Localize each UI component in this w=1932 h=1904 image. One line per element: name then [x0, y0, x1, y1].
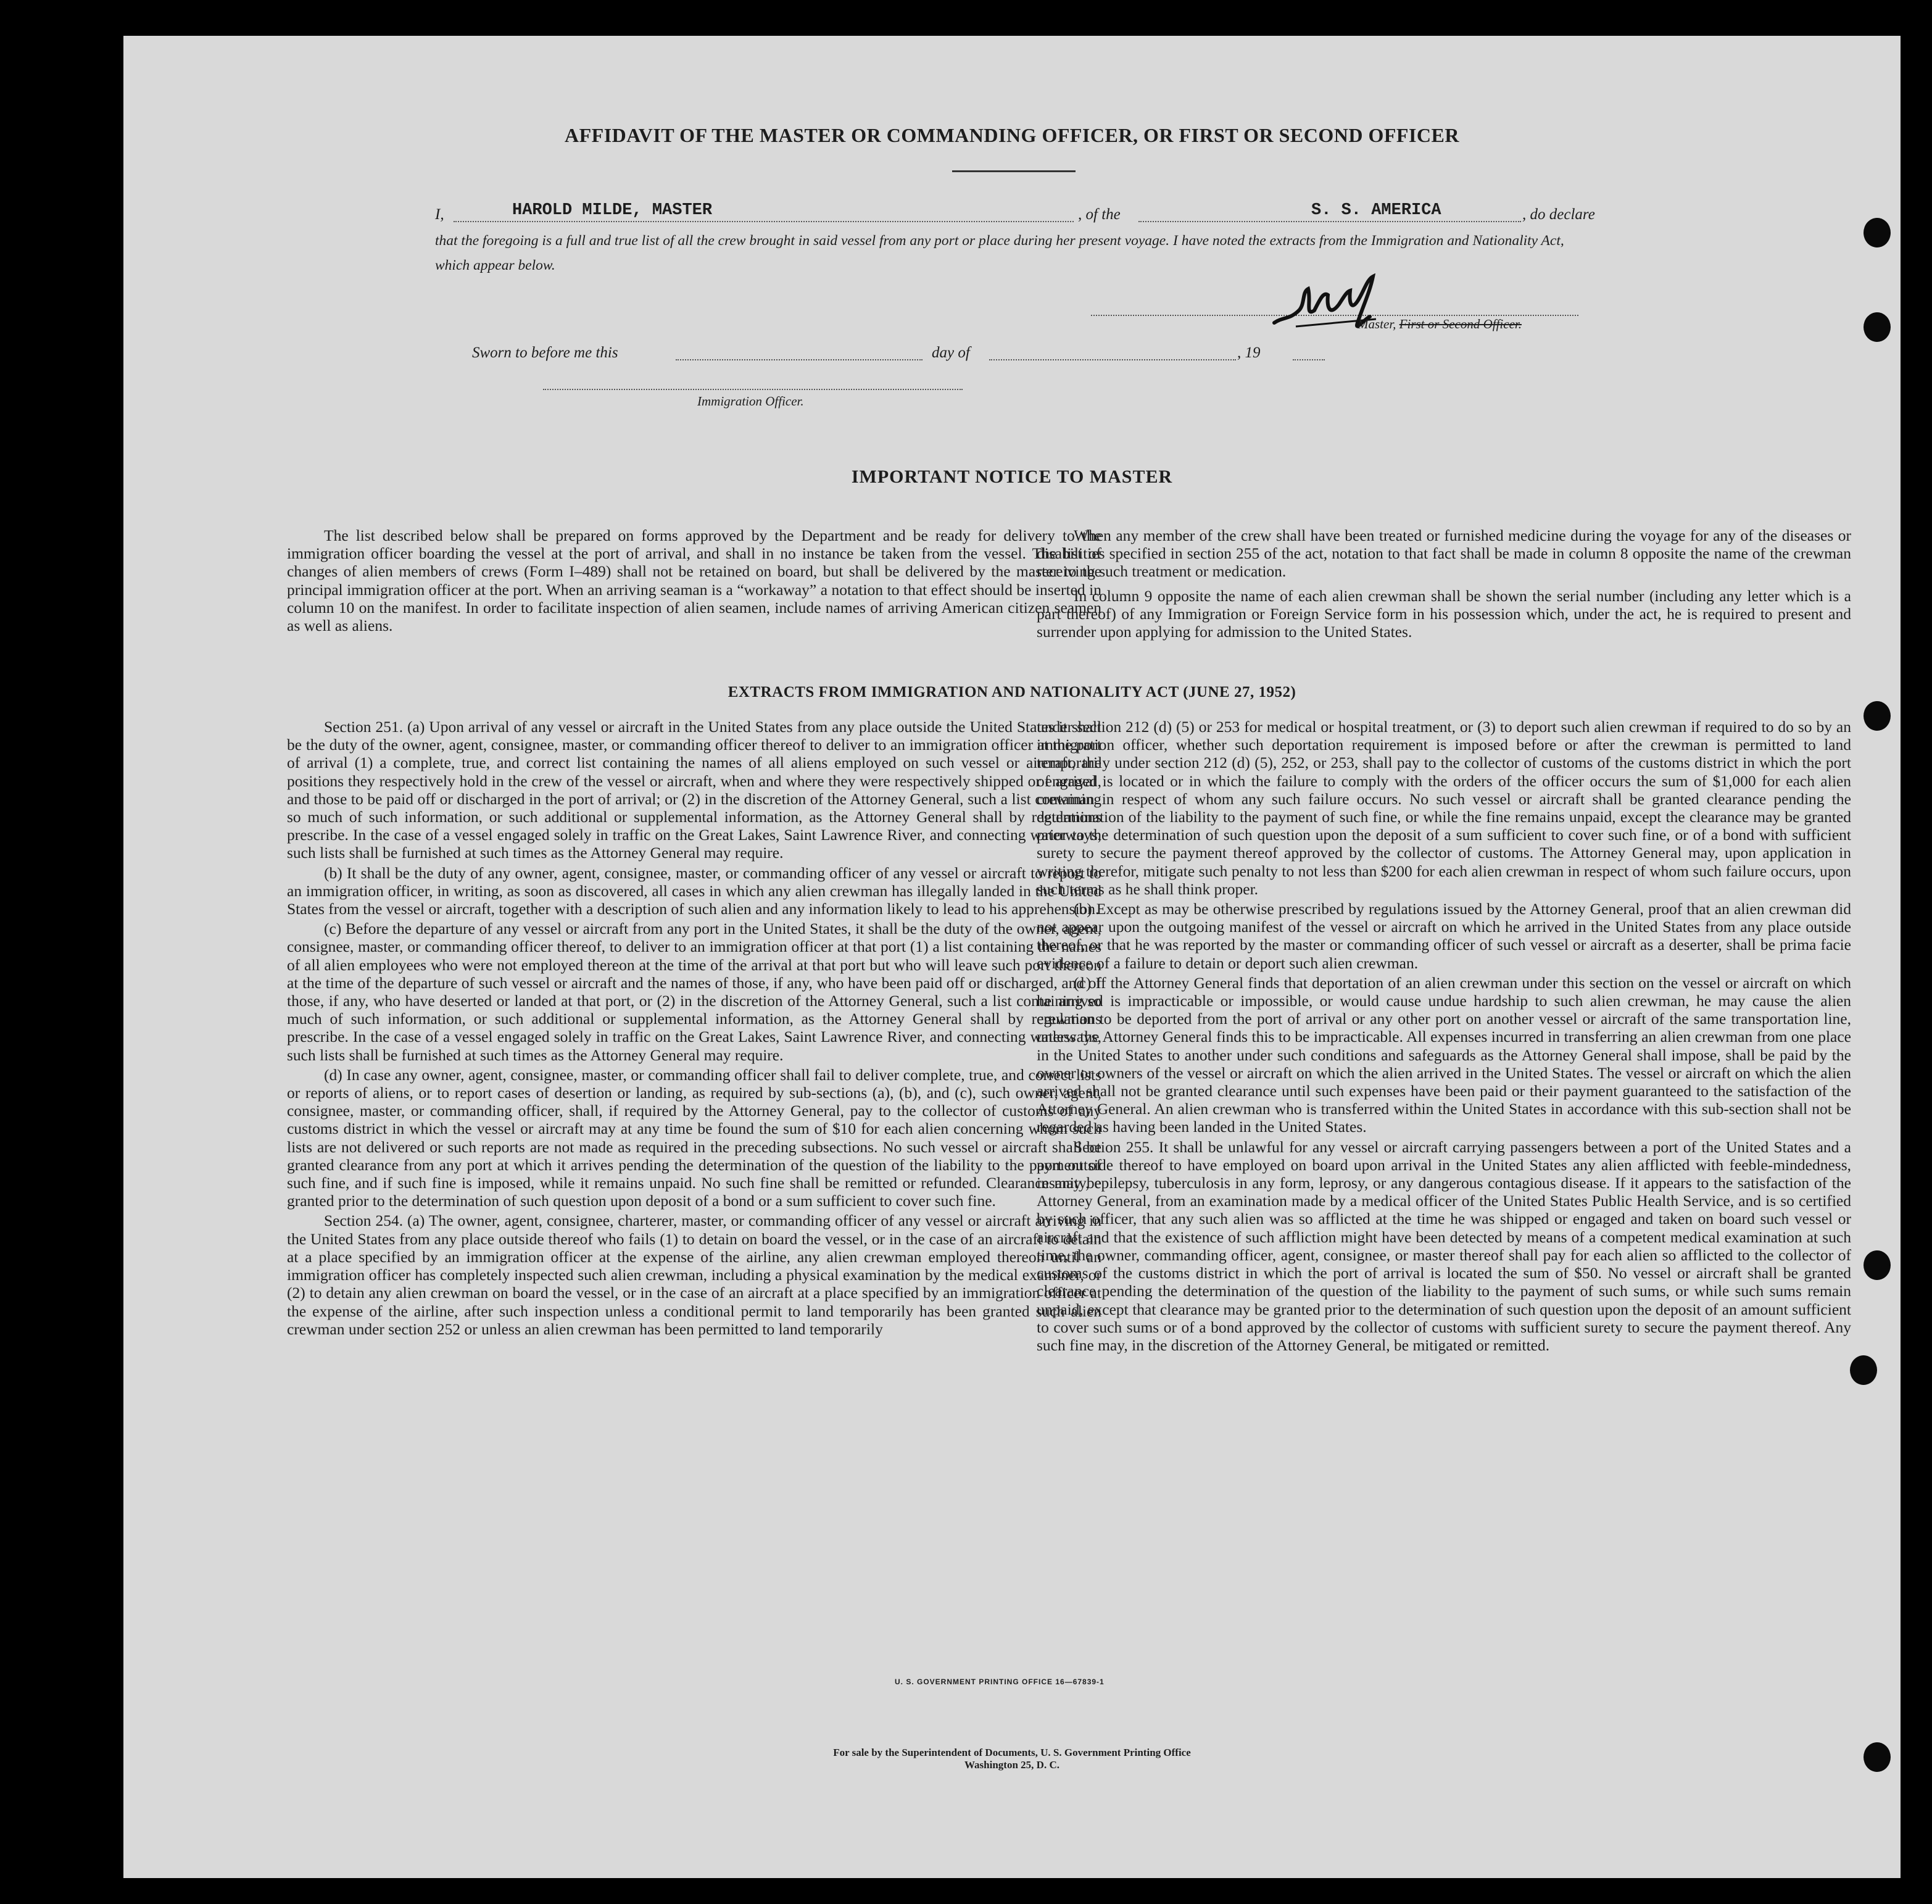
signature-caption — [1358, 317, 1522, 332]
sworn-year-fill — [1293, 359, 1325, 360]
punch-hole — [1864, 312, 1891, 342]
day-of-label: day of — [932, 344, 970, 361]
vessel-name: S. S. AMERICA — [1311, 201, 1441, 220]
affidavit-title: AFFIDAVIT OF THE MASTER OR COMMANDING OFFICER, OR FIRST OR SECOND OFFICER — [565, 124, 1459, 146]
extract-paragraph: Section 254. (a) The owner, agent, consignee, charterer, master, or commanding officer of any vessel or aircraft arriving in the United States from any place outside thereof who fails (1) to detain on board the vessel, or in the case of an aircraft to detain at a place specified by an immigration officer at the expense of the airline, any alien crewman employed thereon until an immigration officer has completely inspected such alien crewman, including a physical examination by the medical examiner, or (2) to detain any alien crewman on board the vessel, or in the case of an aircraft at a place specified by an immigration officer at the expense of the airline, after such inspection unless a conditional permit to land temporarily has been granted such alien crewman under section 252 or unless an alien crewman has been permitted to land temporarily — [287, 1212, 1101, 1338]
sworn-line — [472, 338, 1459, 365]
sale-line-1: For sale by the Superintendent of Documents, U. S. Government Printing Office — [833, 1747, 1191, 1758]
extract-paragraph: (b) Except as may be otherwise prescribed by regulations issued by the Attorney General, proof that an alien crewman did not appear upon the outgoing manifest of the vessel or aircraft on which he arrived in the United States from any place outside thereof, or that he was reported by the master or commanding officer of such vessel or aircraft as a deserter, shall be prima facie evidence of a failure to detain or deport such alien crewman. — [1037, 900, 1851, 972]
do-declare-label: , do declare — [1522, 206, 1595, 223]
year-label: , 19 — [1237, 344, 1261, 361]
extract-paragraph: (d) In case any owner, agent, consignee, master, or commanding officer shall fail to deliver complete, true, and correct lists or reports of aliens, or to report cases of desertion or landing, as required by sub-sections (a), (b), and (c), such owner, agent, consignee, master, or commanding officer, shall, if required by the Attorney General, pay to the collector of customs of any customs district in which the vessel or aircraft may at any time be found the sum of $10 for each alien concerning whom such lists are not delivered or such reports are not made as required in the preceding subsections. No such vessel or aircraft shall be granted clearance from any port at which it arrives pending the determination of the question of the liability to the payment of such fine, and if such fine is imposed, while it remains unpaid. No such fine shall be remitted or refunded. Clearance may be granted prior to the determination of such question upon deposit of a bond or a sum sufficient to cover such fine. — [287, 1065, 1101, 1210]
extracts-right-column — [1037, 718, 1851, 1354]
notice-paragraph: When any member of the crew shall have been treated or furnished medicine during the voyage for any of the diseases or disabilities specified in section 255 of the act, notation to that fact shall be made in column 8 opposite the name of the crewman receiving such treatment or medication. — [1037, 526, 1851, 581]
notice-right-column — [1037, 526, 1851, 641]
signature-caption-struck: First or Second Officer. — [1399, 317, 1522, 331]
punch-hole — [1864, 1742, 1891, 1772]
sale-line-2: Washington 25, D. C. — [964, 1759, 1059, 1771]
punch-hole — [1864, 701, 1891, 731]
extract-paragraph: (c) If the Attorney General finds that deportation of an alien crewman under this section on the vessel or aircraft on which he arrived is impracticable or impossible, or would cause undue hardship to such alien crewman, he may cause the alien crewman to be deported from the port of arrival or any other port on another vessel or aircraft of the same transportation line, unless the Attorney General finds this to be impracticable. All expenses incurred in transferring an alien crewman from one place in the United States to another under such conditions and safeguards as the Attorney General shall impose, shall be paid by the owner or owners of the vessel or aircraft on which the alien arrived in the United States. The vessel or aircraft on which the alien arrived shall not be granted clearance until such expenses have been paid or their payment guaranteed to the satisfaction of the Attorney General. An alien crewman who is transferred within the United States in accordance with this sub-section shall not be regarded as having been landed in the United States. — [1037, 973, 1851, 1136]
extract-paragraph: (c) Before the departure of any vessel or aircraft from any port in the United States, it shall be the duty of the owner, agent, consignee, master, or commanding officer thereof, to deliver to an immigration officer at that port (1) a list containing the names of all alien employees who were not employed thereon at the time of the arrival at that port but who will leave such port thereon at the time of the departure of such vessel or aircraft and the names of those, if any, who have been paid off or discharged, and of those, if any, who have deserted or landed at that port, or (2) in the discretion of the Attorney General, such a list containing so much of such information, or such additional or supplemental information, as the Attorney General shall by regulations prescribe. In the case of a vessel engaged solely in traffic on the Great Lakes, Saint Lawrence River, and connecting waterways, such lists shall be furnished at such times as the Attorney General may require. — [287, 920, 1101, 1064]
extracts-left-column — [287, 718, 1101, 1338]
extract-paragraph: Section 251. (a) Upon arrival of any vessel or aircraft in the United States from any place outside the United States it shall be the duty of the owner, agent, consignee, master, or commanding officer thereof to deliver to an immigration officer at the port of arrival (1) a complete, true, and correct list containing the names of all aliens employed on such vessel or aircraft, the positions they respectively hold in the crew of the vessel or aircraft, when and where they were respectively shipped or engaged, and those to be paid off or discharged in the port of arrival; or (2) in the discretion of the Attorney General, such a list containing so much of such information, or such additional or supplemental information, as the Attorney General shall by regulations prescribe. In the case of a vessel engaged solely in traffic on the Great Lakes, Saint Lawrence River, and connecting waterways, such lists shall be furnished at such times as the Attorney General may require. — [287, 718, 1101, 862]
notice-paragraph: The list described below shall be prepared on forms approved by the Department and be ready for delivery to the immigration officer boarding the vessel at the port of arrival, and shall in no instance be taken from the vessel. The list of changes of alien members of crews (Form I–489) shall not be retained on board, but shall be delivered by the master to the principal immigration officer at the port. When an arriving seaman is a “workaway” a notation to that effect should be inserted in column 10 on the manifest. In order to facilitate inspection of alien seamen, include names of arriving American citizen seamen as well as aliens. — [287, 526, 1101, 635]
signature-caption-master: Master, — [1358, 317, 1399, 331]
punch-hole — [1864, 1250, 1891, 1280]
immigration-officer-line — [543, 389, 963, 390]
vessel-fill-line — [1138, 221, 1521, 222]
i-label: I, — [435, 206, 444, 223]
sale-notice — [123, 1747, 1901, 1771]
extract-paragraph: (b) It shall be the duty of any owner, agent, consignee, master, or commanding officer of any vessel or aircraft to report to an immigration officer, in writing, as soon as discovered, all cases in which any alien crewman has illegally landed in the United States from the vessel or aircraft, together with a description of such alien and any information likely to lead to his apprehension. — [287, 863, 1101, 918]
name-fill-line — [454, 221, 1074, 222]
extract-paragraph: Section 255. It shall be unlawful for any vessel or aircraft carrying passengers between a port of the United States and a port outside thereof to have employed on board upon arrival in the United States any alien afflicted with feeble-mindedness, insanity, epilepsy, tuberculosis in any form, leprosy, or any dangerous contagious disease. If it appears to the satisfaction of the Attorney General, from an examination made by a medical officer of the United States Public Health Service, and is so certified by such officer, that any such alien was so afflicted at the time he was shipped or engaged and taken on board such vessel or aircraft and that the existence of such affliction might have been detected by means of a competent medical examination at such time, the owner, commanding officer, agent, consignee, or master thereof shall pay for each alien so afflicted to the collector of customs of the customs district in which the port of arrival is located the sum of $50. No vessel or aircraft shall be granted clearance pending the determination of the question of the liability to the payment of such sums, or while such sums remain unpaid, except that clearance may be granted prior to the determination of such question upon the deposit of an amount sufficient to cover such sums or of a bond approved by the collector of customs with sufficient surety to secure the payment thereof. Any such fine may, in the discretion of the Attorney General, be mitigated or remitted. — [1037, 1137, 1851, 1354]
title-rule — [952, 170, 1076, 172]
notice-title: IMPORTANT NOTICE TO MASTER — [851, 467, 1173, 487]
extract-paragraph: under section 212 (d) (5) or 253 for medical or hospital treatment, or (3) to deport such alien crewman if required to do so by an immigration officer, whether such deportation requirement is imposed before or after the crewman is permitted to land temporarily under section 212 (d) (5), 252, or 253, shall pay to the collector of customs of the customs district in which the port of arrival is located or in which the failure to comply with the orders of the officer occurs the sum of $1,000 for each alien crewman in respect of whom any such failure occurs. No such vessel or aircraft shall be granted clearance pending the determination of the liability to the payment of such fine, or while the fine remains unpaid, except the clearance may be granted prior to the determination of such question upon the deposit of a sum sufficient to cover such fine, or of a bond with sufficient surety to secure the payment thereof approved by the collector of customs. The Attorney General may, upon application in writing therefor, mitigate such penalty to not less than $200 for each alien crewman in respect of whom such failure occurs, upon such terms as he shall think proper. — [1037, 718, 1851, 898]
sworn-month-fill — [989, 359, 1236, 360]
form-page — [123, 36, 1901, 1878]
gpo-imprint: U. S. GOVERNMENT PRINTING OFFICE 16—67839-1 — [895, 1677, 1105, 1686]
master-name: HAROLD MILDE, MASTER — [512, 201, 713, 220]
sworn-label: Sworn to before me this — [472, 344, 618, 361]
declaration-text: that the foregoing is a full and true list of all the crew brought in said vessel from any port or place during her present voyage. I have noted the extracts from the Immigration and Nationality Act, which appear below. — [435, 233, 1564, 273]
punch-hole — [1864, 218, 1891, 247]
sworn-day-fill — [676, 359, 922, 360]
notice-left-column — [287, 526, 1101, 634]
immigration-officer-caption: Immigration Officer. — [697, 394, 804, 409]
notice-paragraph: In column 9 opposite the name of each alien crewman shall be shown the serial number (including any letter which is a part thereof) of any Immigration or Foreign Service form in his possession which, under the act, he is required to present and surrender upon applying for admission to the United States. — [1037, 586, 1851, 641]
of-the-label: , of the — [1078, 206, 1121, 223]
extracts-title: EXTRACTS FROM IMMIGRATION AND NATIONALITY ACT (JUNE 27, 1952) — [728, 684, 1296, 700]
punch-hole — [1850, 1355, 1877, 1385]
declaration-line — [435, 200, 1595, 227]
